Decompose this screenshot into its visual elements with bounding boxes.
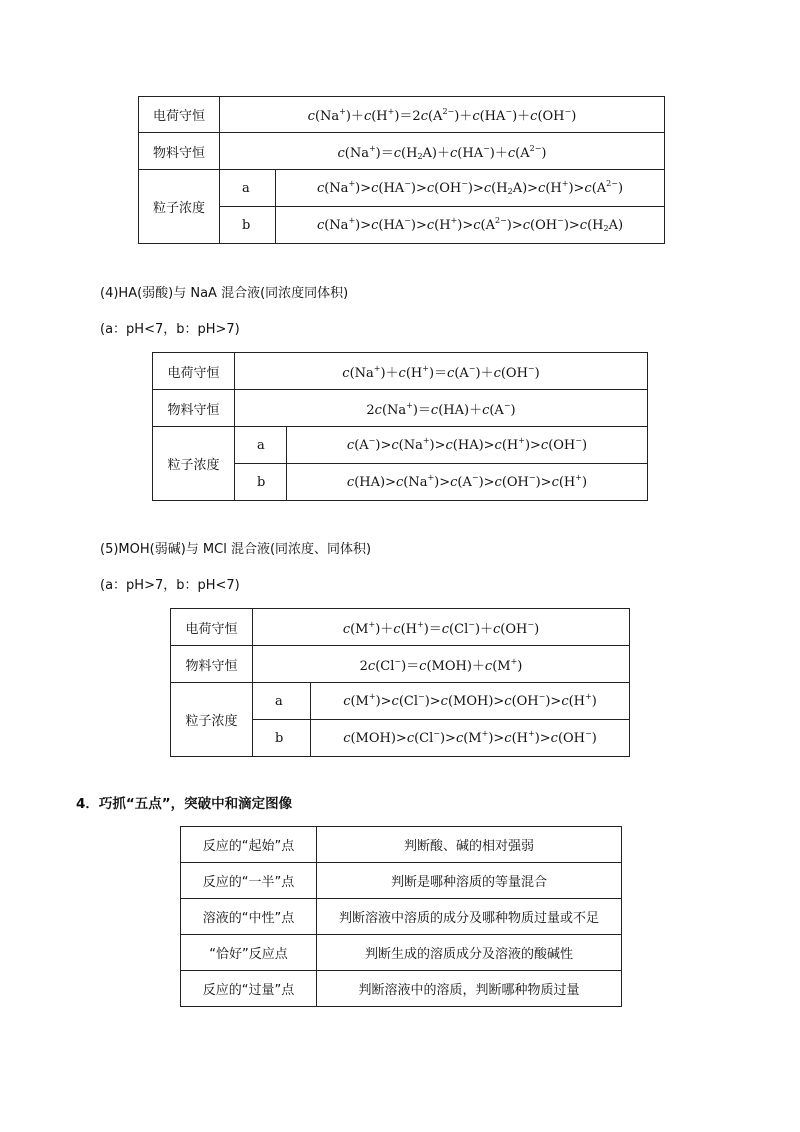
- row-label: 粒子浓度: [139, 170, 220, 244]
- table-ha-naa-conservation: [152, 352, 648, 501]
- formula-cell: $c(Na^+)=c(H_2A)+c(HA^-)+c(A^{2-})$: [220, 133, 665, 170]
- sub-key: b: [253, 720, 311, 757]
- table-five-points: [180, 826, 622, 1007]
- formula-cell: c(Na+)＋c(H+)＝c(A−)＋c(OH−): [235, 353, 648, 390]
- table-row: [171, 683, 630, 720]
- point-cell: 溶液的“中性”点: [181, 899, 317, 935]
- heading-4: 4．巧抓“五点”，突破中和滴定图像: [76, 796, 293, 812]
- table-row: [181, 935, 622, 971]
- point-cell: 反应的“起始”点: [181, 827, 317, 863]
- row-label: 电荷守恒: [171, 609, 253, 646]
- sub-key: a: [253, 683, 311, 720]
- table-row: [181, 827, 622, 863]
- table-row: [171, 609, 630, 646]
- row-label: 物料守恒: [139, 133, 220, 170]
- table-row: [181, 971, 622, 1007]
- table-moh-mcl-conservation: [170, 608, 630, 757]
- desc-cell: 判断酸、碱的相对强弱: [317, 827, 622, 863]
- formula-cell: $c(Na^+)>c(HA^-)>c(H^+)>c(A^{2-})>c(OH^-)>c(H_2A)$: [276, 207, 665, 244]
- row-label: 电荷守恒: [153, 353, 235, 390]
- formula-cell: $c(Na^+)>c(HA^-)>c(OH^-)>c(H_2A)>c(H^+)>c(A^{2-})$: [276, 170, 665, 207]
- desc-cell: 判断生成的溶质成分及溶液的酸碱性: [317, 935, 622, 971]
- formula-cell: c(A−)>c(Na+)>c(HA)>c(H+)>c(OH−): [287, 427, 648, 464]
- table-row: [181, 863, 622, 899]
- row-label: 粒子浓度: [171, 683, 253, 757]
- formula-cell: $c(Na^+)+c(H^+)=2c(A^{2-})+c(HA^-)+c(OH^-)$: [220, 97, 665, 133]
- table-row: [153, 353, 648, 390]
- section-condition: (a：pH>7，b：pH<7): [100, 578, 240, 593]
- formula-cell: 2c(Na+)＝c(HA)＋c(A−): [235, 390, 648, 427]
- sub-key: a: [220, 170, 276, 207]
- section-condition: (a：pH<7，b：pH>7): [100, 322, 240, 337]
- desc-cell: 判断溶液中溶质的成分及哪种物质过量或不足: [317, 899, 622, 935]
- desc-cell: 判断溶液中的溶质，判断哪种物质过量: [317, 971, 622, 1007]
- section-title: (5)MOH(弱碱)与 MCl 混合液(同浓度、同体积): [100, 542, 372, 557]
- desc-cell: 判断是哪种溶质的等量混合: [317, 863, 622, 899]
- row-label: 物料守恒: [171, 646, 253, 683]
- table-row: [181, 899, 622, 935]
- table-row: [171, 646, 630, 683]
- table-na2a-conservation: [138, 96, 665, 244]
- table-row: [139, 133, 665, 170]
- formula-cell: c(M+)>c(Cl−)>c(MOH)>c(OH−)>c(H+): [311, 683, 630, 720]
- point-cell: 反应的“一半”点: [181, 863, 317, 899]
- table-row: [139, 170, 665, 207]
- formula-cell: c(HA)>c(Na+)>c(A−)>c(OH−)>c(H+): [287, 464, 648, 501]
- row-label: 粒子浓度: [153, 427, 235, 501]
- table-row: [153, 390, 648, 427]
- sub-key: b: [220, 207, 276, 244]
- formula-cell: c(M+)＋c(H+)＝c(Cl−)＋c(OH−): [253, 609, 630, 646]
- point-cell: “恰好”反应点: [181, 935, 317, 971]
- table-row: [153, 427, 648, 464]
- section-title: (4)HA(弱酸)与 NaA 混合液(同浓度同体积): [100, 286, 349, 301]
- row-label: 物料守恒: [153, 390, 235, 427]
- sub-key: a: [235, 427, 287, 464]
- sub-key: b: [235, 464, 287, 501]
- row-label: 电荷守恒: [139, 97, 220, 133]
- table-row: [139, 97, 665, 133]
- formula-cell: c(MOH)>c(Cl−)>c(M+)>c(H+)>c(OH−): [311, 720, 630, 757]
- formula-cell: 2c(Cl−)＝c(MOH)＋c(M+): [253, 646, 630, 683]
- point-cell: 反应的“过量”点: [181, 971, 317, 1007]
